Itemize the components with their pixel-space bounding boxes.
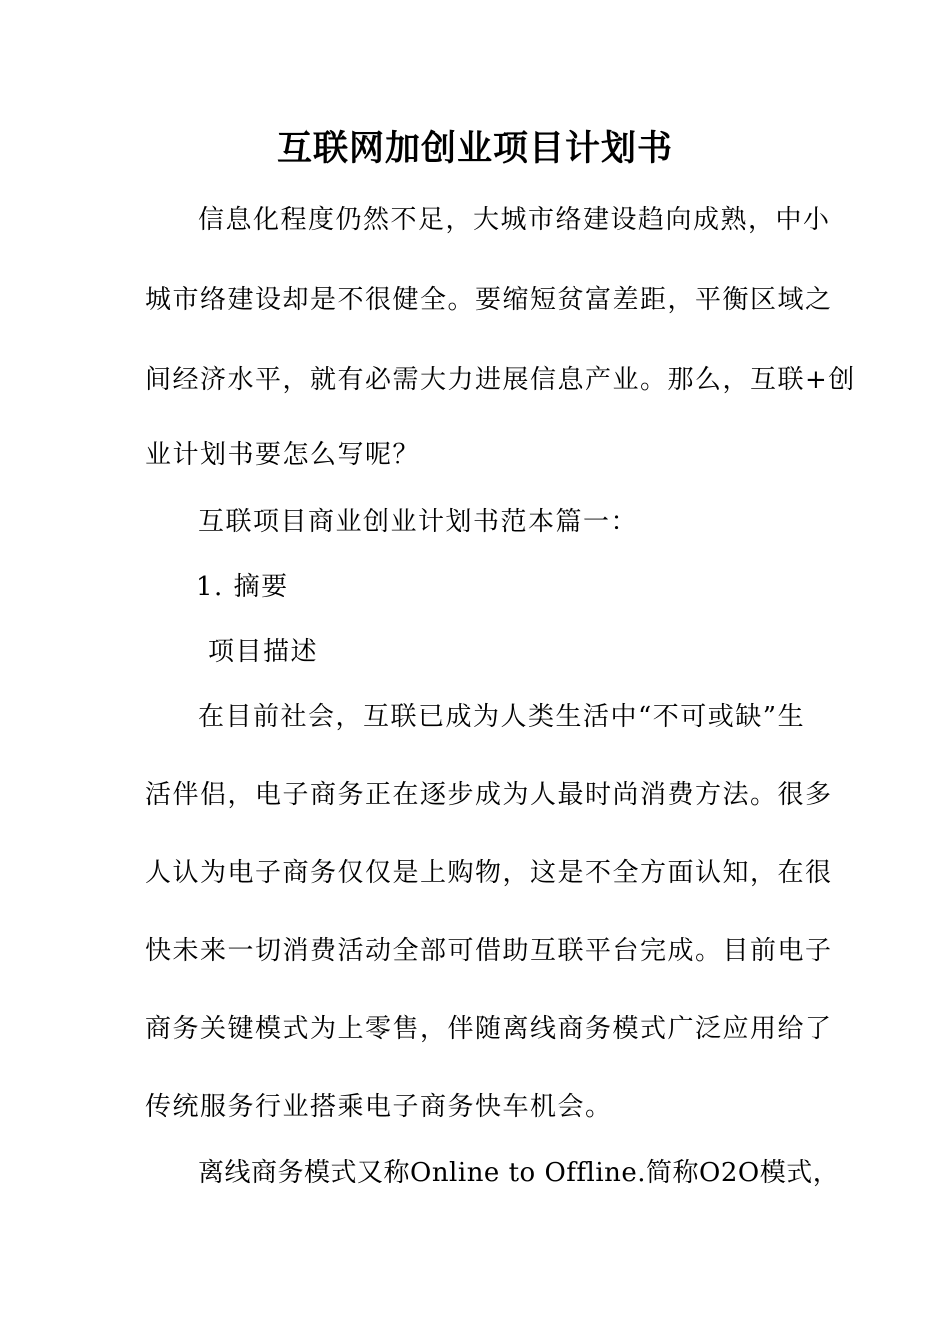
paragraph-line: 城市络建设却是不很健全。要缩短贫富差距，平衡区域之 [145,285,833,315]
paragraph-line: 人认为电子商务仅仅是上购物，这是不全方面认知，在很 [145,858,833,888]
paragraph-line: 传统服务行业搭乘电子商务快车机会。 [145,1092,613,1122]
subsection-heading: 项目描述 [208,637,319,667]
section-heading: 1. 摘要 [196,572,289,602]
paragraph-line: 商务关键模式为上零售，伴随离线商务模式广泛应用给了 [145,1014,833,1044]
paragraph-line: 信息化程度仍然不足，大城市络建设趋向成熟，中小 [198,205,831,235]
paragraph-line: 间经济水平，就有必需大力进展信息产业。那么，互联+创 [145,365,856,395]
document-title: 互联网加创业项目计划书 [276,128,673,169]
paragraph-line: 在目前社会，互联已成为人类生活中“不可或缺”生 [198,702,806,732]
section-intro: 互联项目商业创业计划书范本篇一： [198,507,639,537]
paragraph-line: 离线商务模式又称Online to Offline.简称O2O模式， [198,1158,840,1188]
paragraph-line: 活伴侣，电子商务正在逐步成为人最时尚消费方法。很多 [145,780,833,810]
paragraph-line: 快未来一切消费活动全部可借助互联平台完成。目前电子 [145,936,833,966]
paragraph-line: 业计划书要怎么写呢？ [145,440,421,470]
